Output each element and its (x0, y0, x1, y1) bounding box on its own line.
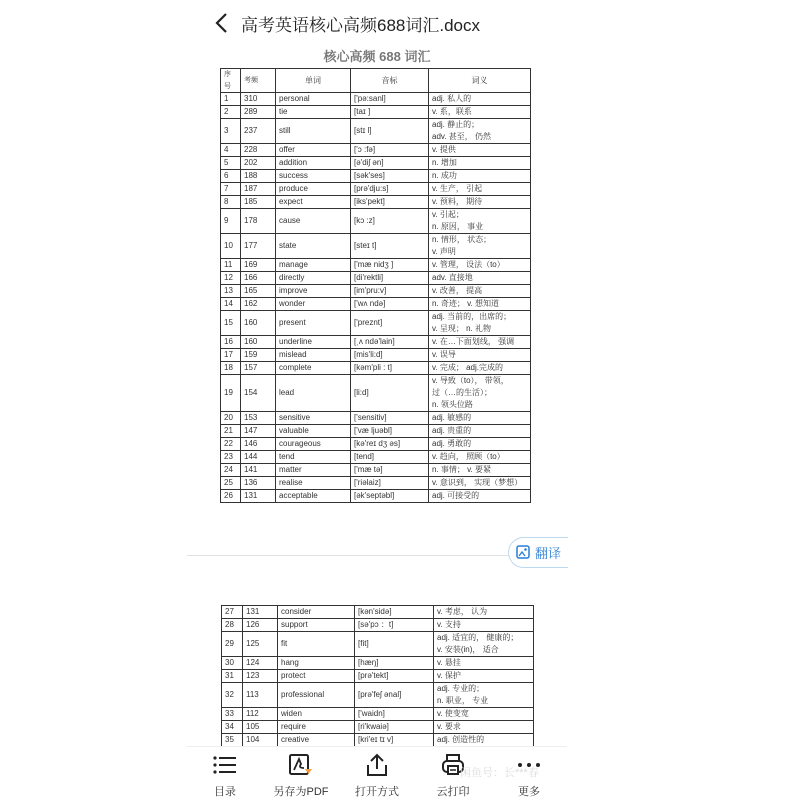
cell-phonetic: [kən'sidə] (355, 606, 434, 619)
cell-row-number: 32 (222, 683, 243, 708)
cell-phonetic: ['mæ tə] (351, 464, 429, 477)
table-row (221, 349, 531, 362)
cell-frequency: 141 (241, 464, 276, 477)
cell-definition: adj. 勇敢的 (429, 438, 531, 451)
table-row (221, 490, 531, 503)
table-row (221, 209, 531, 234)
cell-definition: v. 系，联系 (429, 106, 531, 119)
cell-word: cause (276, 209, 351, 234)
cell-phonetic: ['wʌ ndə] (351, 298, 429, 311)
cell-row-number: 13 (221, 285, 241, 298)
cell-word: fit (278, 632, 355, 657)
table-row (222, 619, 534, 632)
cell-phonetic: [di'rektli] (351, 272, 429, 285)
cell-phonetic: [taɪ ] (351, 106, 429, 119)
cell-definition: n. 事情； v. 要紧 (429, 464, 531, 477)
cell-definition: n. 情形， 状态； v. 声明 (429, 234, 531, 259)
cell-row-number: 4 (221, 144, 241, 157)
cell-definition: v. 在…下面划线， 强调 (429, 336, 531, 349)
cell-row-number: 35 (222, 734, 243, 747)
cell-frequency: 202 (241, 157, 276, 170)
cell-word: valuable (276, 425, 351, 438)
cell-word: still (276, 119, 351, 144)
table-row (221, 259, 531, 272)
table-row (222, 606, 534, 619)
table-row (221, 311, 531, 336)
cell-phonetic: [tend] (351, 451, 429, 464)
table-row (221, 119, 531, 144)
cell-phonetic: [hæŋ] (355, 657, 434, 670)
cell-word: addition (276, 157, 351, 170)
cell-phonetic: ['sensitiv] (351, 412, 429, 425)
cell-row-number: 26 (221, 490, 241, 503)
cell-word: success (276, 170, 351, 183)
cell-frequency: 147 (241, 425, 276, 438)
cell-word: lead (276, 375, 351, 412)
cell-row-number: 16 (221, 336, 241, 349)
cell-phonetic: [im'pru:v] (351, 285, 429, 298)
cell-row-number: 23 (221, 451, 241, 464)
cell-word: hang (278, 657, 355, 670)
cell-word: manage (276, 259, 351, 272)
column-header-definition: 词义 (429, 69, 531, 93)
vocab-table-page2 (221, 605, 534, 760)
table-row (221, 272, 531, 285)
cell-row-number: 2 (221, 106, 241, 119)
cell-phonetic: [prə'tekt] (355, 670, 434, 683)
cell-word: tend (276, 451, 351, 464)
cell-phonetic: ['mæ nidʒ ] (351, 259, 429, 272)
cell-word: sensitive (276, 412, 351, 425)
cell-row-number: 33 (222, 708, 243, 721)
cell-row-number: 3 (221, 119, 241, 144)
cell-word: wonder (276, 298, 351, 311)
table-row (221, 170, 531, 183)
table-row (221, 285, 531, 298)
cell-frequency: 131 (241, 490, 276, 503)
cell-word: professional (278, 683, 355, 708)
cell-definition: n. 成功 (429, 170, 531, 183)
cell-definition: v. 误导 (429, 349, 531, 362)
cell-frequency: 166 (241, 272, 276, 285)
cell-phonetic: [kri'eɪ tɪ v] (355, 734, 434, 747)
cell-definition: n. 增加 (429, 157, 531, 170)
chevron-left-icon (214, 12, 228, 34)
cell-word: widen (278, 708, 355, 721)
cell-row-number: 7 (221, 183, 241, 196)
cell-frequency: 154 (241, 375, 276, 412)
table-row (221, 362, 531, 375)
cell-row-number: 14 (221, 298, 241, 311)
cell-phonetic: [ri'kwaiə] (355, 721, 434, 734)
cell-phonetic: [ə'diʃ ən] (351, 157, 429, 170)
cell-word: consider (278, 606, 355, 619)
cell-definition: adj. 专业的； n. 职业， 专业 (434, 683, 534, 708)
cell-phonetic: [steɪ t] (351, 234, 429, 259)
cell-frequency: 126 (243, 619, 278, 632)
cell-row-number: 22 (221, 438, 241, 451)
cell-phonetic: [mis'li:d] (351, 349, 429, 362)
cell-frequency: 123 (243, 670, 278, 683)
cell-definition: v. 预料， 期待 (429, 196, 531, 209)
cell-row-number: 25 (221, 477, 241, 490)
cell-row-number: 11 (221, 259, 241, 272)
cell-word: support (278, 619, 355, 632)
cell-word: protect (278, 670, 355, 683)
table-row (222, 721, 534, 734)
cell-word: improve (276, 285, 351, 298)
cell-word: present (276, 311, 351, 336)
cell-frequency: 153 (241, 412, 276, 425)
column-header-row-number: 序号 (221, 69, 241, 93)
column-header-frequency: 考频 (241, 69, 276, 93)
cell-frequency: 159 (241, 349, 276, 362)
table-row (221, 477, 531, 490)
cell-frequency: 104 (243, 734, 278, 747)
cell-frequency: 185 (241, 196, 276, 209)
cell-frequency: 188 (241, 170, 276, 183)
cell-definition: v. 要求 (434, 721, 534, 734)
table-row (222, 657, 534, 670)
cell-frequency: 160 (241, 311, 276, 336)
cell-row-number: 24 (221, 464, 241, 477)
cell-frequency: 187 (241, 183, 276, 196)
cell-definition: adj. 静止的； adv. 甚至， 仍然 (429, 119, 531, 144)
toc-button[interactable] (187, 747, 263, 800)
cell-frequency: 105 (243, 721, 278, 734)
table-row (221, 425, 531, 438)
table-row (222, 708, 534, 721)
cloud-print-label: 云打印 (436, 786, 470, 798)
pdf-icon (288, 753, 314, 777)
table-row (221, 464, 531, 477)
cell-row-number: 21 (221, 425, 241, 438)
cell-phonetic: [stɪ l] (351, 119, 429, 144)
cell-row-number: 30 (222, 657, 243, 670)
cell-phonetic: ['riəlaiz] (351, 477, 429, 490)
cell-word: matter (276, 464, 351, 477)
column-header-phonetic: 音标 (351, 69, 429, 93)
cell-definition: v. 导致（to）， 带领， 过（…的生活）； n. 领头位路 (429, 375, 531, 412)
table-row (222, 670, 534, 683)
cell-frequency: 169 (241, 259, 276, 272)
cell-frequency: 144 (241, 451, 276, 464)
table-row (221, 196, 531, 209)
cell-definition: v. 管理， 设法（to） (429, 259, 531, 272)
cell-phonetic: ['væ ljuəbl] (351, 425, 429, 438)
cell-word: acceptable (276, 490, 351, 503)
cell-row-number: 15 (221, 311, 241, 336)
cell-phonetic: [kɔ :z] (351, 209, 429, 234)
cell-phonetic: ['ɔ :fə] (351, 144, 429, 157)
cell-frequency: 131 (243, 606, 278, 619)
table-row (221, 438, 531, 451)
cell-word: state (276, 234, 351, 259)
cell-phonetic: [fit] (355, 632, 434, 657)
cell-word: creative (278, 734, 355, 747)
open-with-label: 打开方式 (355, 786, 399, 798)
table-row (221, 106, 531, 119)
table-row (222, 734, 534, 747)
cell-frequency: 310 (241, 93, 276, 106)
cell-definition: v. 提供 (429, 144, 531, 157)
cell-definition: n. 奇迹； v. 想知道 (429, 298, 531, 311)
cell-word: tie (276, 106, 351, 119)
toc-label: 目录 (214, 786, 236, 798)
cell-word: directly (276, 272, 351, 285)
cell-frequency: 146 (241, 438, 276, 451)
cell-frequency: 289 (241, 106, 276, 119)
translate-button[interactable] (508, 537, 568, 568)
cell-definition: adv. 直接地 (429, 272, 531, 285)
open-with-button[interactable] (339, 747, 415, 800)
cell-row-number: 31 (222, 670, 243, 683)
cell-row-number: 18 (221, 362, 241, 375)
cell-word: expect (276, 196, 351, 209)
cell-frequency: 160 (241, 336, 276, 349)
cell-definition: adj. 贵重的 (429, 425, 531, 438)
translate-label: 翻译 (534, 546, 561, 561)
cell-frequency: 178 (241, 209, 276, 234)
cell-phonetic: ['preznt] (351, 311, 429, 336)
cell-row-number: 5 (221, 157, 241, 170)
cell-definition: v. 支持 (434, 619, 534, 632)
table-row (221, 157, 531, 170)
cell-phonetic: ['pə:sanl] (351, 93, 429, 106)
table-row (222, 683, 534, 708)
cell-definition: v. 完成； adj.完成的 (429, 362, 531, 375)
cell-word: underline (276, 336, 351, 349)
cell-definition: v. 改善， 提高 (429, 285, 531, 298)
cell-row-number: 12 (221, 272, 241, 285)
cell-frequency: 177 (241, 234, 276, 259)
cell-definition: adj. 创造性的 (434, 734, 534, 747)
cell-row-number: 20 (221, 412, 241, 425)
cell-definition: v. 考虑， 认为 (434, 606, 534, 619)
cell-phonetic: [kə'reɪ dʒ əs] (351, 438, 429, 451)
cell-row-number: 6 (221, 170, 241, 183)
table-row (221, 183, 531, 196)
cell-phonetic: [kəm'pli : t] (351, 362, 429, 375)
document-title: 高考英语核心高频688词汇.docx (241, 15, 480, 35)
table-row (221, 451, 531, 464)
cell-phonetic: [ək'septəbl] (351, 490, 429, 503)
cell-frequency: 125 (243, 632, 278, 657)
cell-phonetic: ['waidn] (355, 708, 434, 721)
cell-frequency: 112 (243, 708, 278, 721)
cell-word: personal (276, 93, 351, 106)
save-as-pdf-label: 另存为PDF (273, 786, 329, 798)
table-row (221, 375, 531, 412)
document-heading: 核心高频 688 词汇 (323, 49, 431, 64)
cell-definition: adj. 敏感的 (429, 412, 531, 425)
cell-row-number: 27 (222, 606, 243, 619)
table-row (221, 144, 531, 157)
back-button[interactable] (201, 3, 241, 43)
cell-definition: v. 保护 (434, 670, 534, 683)
cell-word: require (278, 721, 355, 734)
cell-row-number: 9 (221, 209, 241, 234)
cell-row-number: 1 (221, 93, 241, 106)
cell-definition: v. 意识到， 实现（梦想） (429, 477, 531, 490)
cell-row-number: 10 (221, 234, 241, 259)
cell-row-number: 8 (221, 196, 241, 209)
cell-definition: v. 悬挂 (434, 657, 534, 670)
cell-definition: adj. 当前的，出席的； v. 呈现； n. 礼物 (429, 311, 531, 336)
cell-definition: adj. 私人的 (429, 93, 531, 106)
vocab-table-page1 (220, 68, 531, 503)
table-row (221, 412, 531, 425)
cell-definition: v. 使变宽 (434, 708, 534, 721)
cell-row-number: 29 (222, 632, 243, 657)
cell-row-number: 28 (222, 619, 243, 632)
more-label: 更多 (518, 786, 540, 798)
cell-frequency: 228 (241, 144, 276, 157)
cell-phonetic: [iks'pekt] (351, 196, 429, 209)
cell-word: offer (276, 144, 351, 157)
cell-definition: v. 生产， 引起 (429, 183, 531, 196)
cell-row-number: 19 (221, 375, 241, 412)
cell-phonetic: [ˌʌ ndə'lain] (351, 336, 429, 349)
cell-word: courageous (276, 438, 351, 451)
cell-frequency: 165 (241, 285, 276, 298)
table-row (221, 298, 531, 311)
cell-word: realise (276, 477, 351, 490)
cell-definition: v. 引起； n. 原因， 事业 (429, 209, 531, 234)
save-as-pdf-button[interactable] (263, 747, 339, 800)
cell-frequency: 124 (243, 657, 278, 670)
cell-definition: adj. 可接受的 (429, 490, 531, 503)
share-icon (366, 753, 388, 777)
table-row (221, 336, 531, 349)
table-row (222, 632, 534, 657)
cell-word: complete (276, 362, 351, 375)
cell-phonetic: [sək'ses] (351, 170, 429, 183)
cell-frequency: 162 (241, 298, 276, 311)
cell-frequency: 113 (243, 683, 278, 708)
page2-viewport[interactable] (187, 605, 567, 746)
top-bar (187, 0, 567, 46)
cell-frequency: 237 (241, 119, 276, 144)
cell-frequency: 136 (241, 477, 276, 490)
list-icon (213, 755, 237, 775)
table-row (221, 93, 531, 106)
cell-phonetic: [prə'dju:s] (351, 183, 429, 196)
cell-phonetic: [li:d] (351, 375, 429, 412)
cell-word: produce (276, 183, 351, 196)
cell-frequency: 157 (241, 362, 276, 375)
watermark: 闲鱼号：长***春 (460, 767, 539, 779)
column-header-word: 单词 (276, 69, 351, 93)
cell-phonetic: [prə'feʃ ənal] (355, 683, 434, 708)
table-row (221, 234, 531, 259)
cell-row-number: 34 (222, 721, 243, 734)
cell-row-number: 17 (221, 349, 241, 362)
cell-phonetic: [sə'pɔ ：t] (355, 619, 434, 632)
cell-word: mislead (276, 349, 351, 362)
cell-definition: v. 趋向， 照顾（to） (429, 451, 531, 464)
cell-definition: adj. 适宜的， 健康的； v. 安装(in)， 适合 (434, 632, 534, 657)
image-translate-icon (516, 545, 531, 560)
